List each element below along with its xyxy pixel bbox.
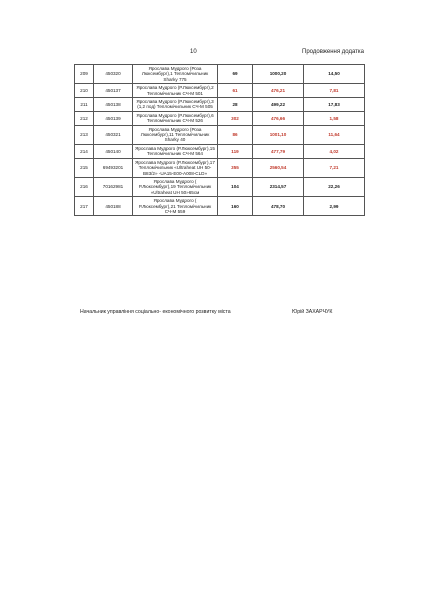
price-value: 1,58 — [304, 111, 365, 125]
meter-description: Ярослава Мудрого (Р.Люксембург),3 (1,2 под) Тепломічильник СЧ-М 505 — [133, 98, 218, 112]
account-code: 450140 — [94, 144, 133, 158]
row-number: 211 — [75, 98, 94, 112]
meter-description: Ярослава Мудрого (Роза Люксембург),11 Тепломічильник Sharky 40 — [133, 125, 218, 144]
amount-value: 1000,20 — [253, 65, 304, 84]
table-row — [75, 65, 365, 84]
row-number: 210 — [75, 84, 94, 98]
table-row — [75, 197, 365, 216]
page-number: 10 — [190, 49, 197, 55]
meter-description: Ярослава Мудрого (Р.Люксембург),2 Тепломічильник СЧ-М 501 — [133, 84, 218, 98]
meter-description: Ярослава Мудрого (Р.Люксембург),15 Тепломічильник СЧ-М 564 — [133, 144, 218, 158]
table-row — [75, 158, 365, 177]
meter-description: Ярослава Мудрого (Роза Люксембург),1 Тепломічильник Sharky 775 — [133, 65, 218, 84]
row-number: 214 — [75, 144, 94, 158]
account-code: 450320 — [94, 65, 133, 84]
price-value: 2,99 — [304, 197, 365, 216]
quantity-value: 28 — [218, 98, 253, 112]
quantity-value: 69 — [218, 65, 253, 84]
price-value: 4,02 — [304, 144, 365, 158]
table-row — [75, 144, 365, 158]
table-row — [75, 125, 365, 144]
continuation-label: Продовження додатка — [302, 49, 364, 55]
account-code: 450138 — [94, 98, 133, 112]
price-value: 7,21 — [304, 158, 365, 177]
meter-description: Ярослава Мудрого (Р.Люксембург),6 Тепломічильник СЧ-М 526 — [133, 111, 218, 125]
account-code: 450321 — [94, 125, 133, 144]
account-code: 69493201 — [94, 158, 133, 177]
row-number: 209 — [75, 65, 94, 84]
quantity-value: 86 — [218, 125, 253, 144]
amount-value: 2314,57 — [253, 177, 304, 196]
quantity-value: 302 — [218, 111, 253, 125]
row-number: 216 — [75, 177, 94, 196]
quantity-value: 160 — [218, 197, 253, 216]
account-code: 70162981 — [94, 177, 133, 196]
row-number: 213 — [75, 125, 94, 144]
row-number: 212 — [75, 111, 94, 125]
table-row — [75, 98, 365, 112]
account-code: 450137 — [94, 84, 133, 98]
footer-signatory: Юрій ЗАХАРЧУК — [292, 309, 333, 315]
quantity-value: 119 — [218, 144, 253, 158]
amount-value: 2560,54 — [253, 158, 304, 177]
amount-value: 499,22 — [253, 98, 304, 112]
row-number: 215 — [75, 158, 94, 177]
account-code: 450188 — [94, 197, 133, 216]
amount-value: 477,79 — [253, 144, 304, 158]
quantity-value: 61 — [218, 84, 253, 98]
amount-value: 476,66 — [253, 111, 304, 125]
price-value: 22,26 — [304, 177, 365, 196]
amount-value: 1001,10 — [253, 125, 304, 144]
quantity-value: 104 — [218, 177, 253, 196]
meter-description: Ярослава Мудрого ( Р.Люксембург),21 Тепломічильник СЧ-М 559 — [133, 197, 218, 216]
meter-description: Ярослава Мудрого ( Р.Люксембург),19 Тепломічильник «Ultraheat UH 50»65см — [133, 177, 218, 196]
quantity-value: 355 — [218, 158, 253, 177]
price-value: 7,81 — [304, 84, 365, 98]
price-value: 14,50 — [304, 65, 365, 84]
account-code: 450139 — [94, 111, 133, 125]
table-row — [75, 84, 365, 98]
price-value: 11,64 — [304, 125, 365, 144]
meter-description: Ярослава Мудрого (Р.Люксембург),17 Тепломічильник «Ultraheat UH 50-B83/2» -UA15-E00-A008-CLD» — [133, 158, 218, 177]
data-table — [74, 64, 365, 216]
table-row — [75, 111, 365, 125]
price-value: 17,83 — [304, 98, 365, 112]
footer-position: Начальник управління соціально- економічного розвитку міста — [80, 309, 231, 315]
amount-value: 478,70 — [253, 197, 304, 216]
amount-value: 476,21 — [253, 84, 304, 98]
row-number: 217 — [75, 197, 94, 216]
table-row — [75, 177, 365, 196]
